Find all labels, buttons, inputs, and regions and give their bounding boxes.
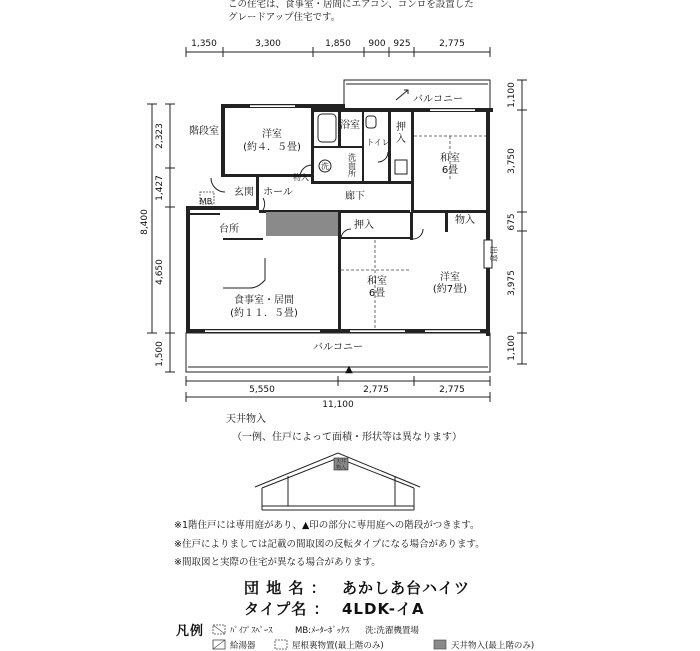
label-closet-hall-1: 押 — [396, 122, 406, 133]
label-western-small: 洋室 — [262, 129, 282, 140]
label-dining-size: (約１１．５畳) — [230, 308, 298, 319]
attic-section — [255, 453, 420, 510]
label-closet-hall-2: 入 — [396, 134, 406, 145]
label-corridor: 廊下 — [345, 191, 365, 202]
dim-top-4: 900 — [368, 39, 386, 49]
label-washroom-1: 洗 — [348, 153, 356, 162]
dim-bottom-3: 2,775 — [439, 385, 465, 395]
balcony-bottom — [186, 333, 490, 375]
legend-water-heater: 給湯器 — [230, 641, 256, 651]
legend-pipe-space: ﾊﾟｲﾌﾟｽﾍﾟｰｽ — [230, 626, 273, 636]
dim-left-4: 1,500 — [155, 341, 165, 367]
dim-right-3: 675 — [507, 213, 517, 231]
dim-top-1: 1,350 — [191, 39, 217, 49]
legend-ceiling-storage: 天井物入(最上階のみ) — [451, 641, 535, 651]
complex-name: あかしあ台ハイツ — [342, 579, 471, 597]
dim-total-height: 8,400 — [140, 209, 150, 235]
label-western-large-size: (約7畳) — [432, 284, 468, 295]
dim-right-1: 1,100 — [507, 82, 517, 108]
vanity-sink — [395, 160, 407, 174]
dim-bottom-2: 2,775 — [363, 385, 389, 395]
label-western-large: 洋室 — [440, 272, 460, 283]
kitchen-island-outline — [223, 258, 265, 288]
bottom-dimensions — [186, 376, 490, 410]
balcony-top-label: バルコニー — [413, 94, 463, 105]
dim-left-1: 2,323 — [155, 123, 165, 149]
stair-marker: ▲ — [345, 364, 353, 375]
legend-washer: 洗:洗濯機置場 — [365, 626, 419, 636]
dim-top-5: 925 — [393, 39, 411, 49]
dim-total-width: 11,100 — [322, 400, 354, 410]
dim-left-2: 1,427 — [155, 175, 165, 201]
header-line-1: この住宅は、食事室・居間にエアコン、コンロを設置した — [228, 0, 474, 10]
label-hall: ホール — [263, 187, 293, 198]
dim-right-4: 3,975 — [507, 270, 517, 296]
label-kitchen: 台所 — [219, 224, 239, 235]
label-stairs: 階段室 — [189, 126, 219, 137]
left-dimensions — [140, 104, 175, 372]
label-japanese-b-size: 6畳 — [368, 288, 386, 299]
toilet-bowl — [366, 116, 376, 128]
dim-right-2: 3,750 — [507, 148, 517, 174]
label-toilet: トイレ — [366, 138, 390, 147]
attic-label-1: 天井 — [335, 459, 347, 465]
label-japanese-a-size: 6畳 — [441, 165, 459, 176]
complex-label: 団 地 名 ： — [244, 579, 327, 597]
legend-title: 凡例 — [176, 624, 205, 639]
dim-top-6: 2,775 — [439, 39, 465, 49]
header-line-2: グレードアップ住宅です。 — [228, 12, 341, 23]
note-1: ※1階住戸には専用庭があり、▲印の部分に専用庭への階段がつきます。 — [174, 520, 480, 531]
label-bath: 浴室 — [340, 120, 360, 131]
dim-right-5: 1,100 — [507, 335, 517, 361]
dim-bottom-1: 5,550 — [249, 385, 275, 395]
mb-label: MB — [199, 197, 213, 206]
dim-top-2: 3,300 — [255, 39, 281, 49]
top-dimensions — [186, 39, 490, 57]
label-dining: 食事室・居間 — [234, 295, 294, 306]
attic-caption: （一例、住戸によって面積・形状等は異なります） — [232, 432, 462, 443]
bathtub — [318, 114, 336, 142]
label-japanese-b: 和室 — [367, 276, 387, 287]
dim-left-3: 4,650 — [155, 259, 165, 285]
label-entrance: 玄関 — [234, 187, 254, 198]
dim-top-3: 1,850 — [325, 39, 351, 49]
label-storage-small: 物入 — [293, 173, 309, 182]
label-japanese-a: 和室 — [440, 153, 460, 164]
type-label: タイプ名 ： — [244, 600, 330, 618]
note-2: ※住戸によりましては記載の間取図の反転タイプになる場合があります。 — [174, 539, 485, 550]
label-closet-mid: 押入 — [354, 220, 374, 231]
kitchen-counter — [266, 212, 338, 236]
label-storage-right: 物入 — [455, 215, 475, 226]
attic-label-2: 物入 — [335, 465, 347, 471]
label-washroom-2: 面 — [348, 161, 356, 170]
attic-title: 天井物入 — [226, 414, 266, 425]
note-3: ※間取図と実際の住宅が異なる場合があります。 — [174, 557, 381, 568]
label-washroom-3: 所 — [348, 169, 356, 178]
right-dimensions — [507, 80, 527, 364]
washer-mark: 洗 — [321, 162, 329, 171]
balcony-top — [344, 80, 490, 110]
legend-attic-storage: 屋根裏物置(最上階のみ) — [292, 641, 384, 651]
bay-window-label: 出窓 — [489, 246, 498, 262]
legend-meter-box: MB:ﾒｰﾀｰﾎﾞｯｸｽ — [295, 626, 350, 636]
label-western-small-size: (約４．５畳) — [243, 142, 301, 153]
type-name: 4LDK-イA — [342, 600, 425, 618]
balcony-bottom-label: バルコニー — [313, 342, 363, 353]
